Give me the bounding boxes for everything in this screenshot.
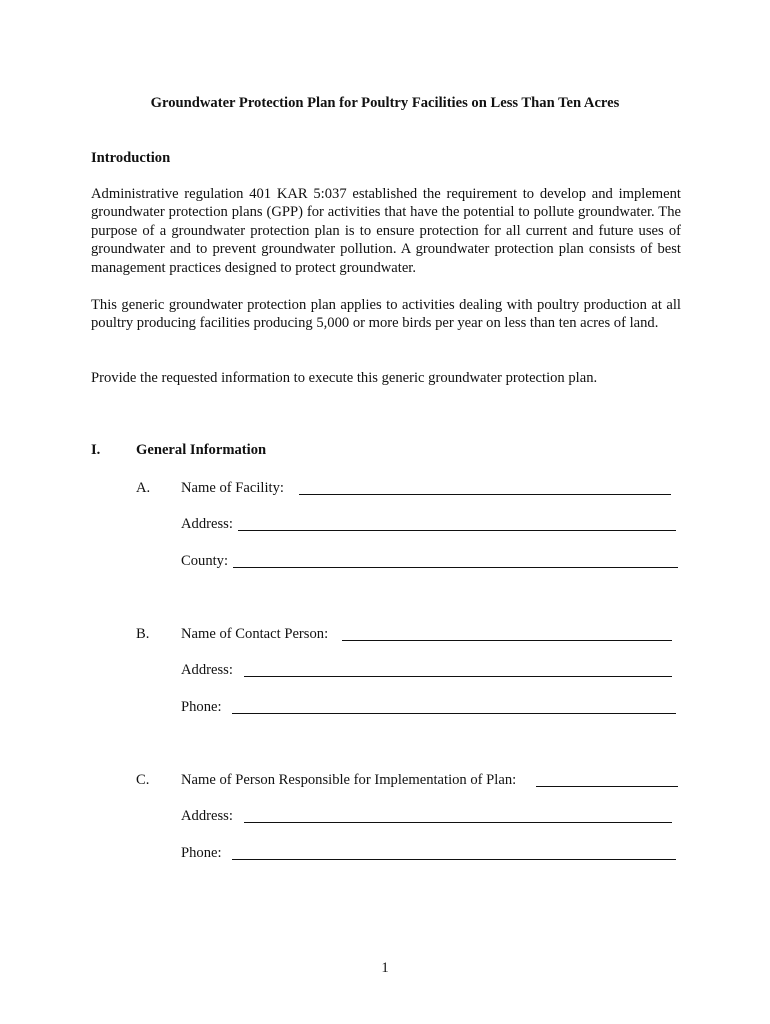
facility-name-label: Name of Facility: (181, 480, 284, 496)
responsible-address-label: Address: (181, 808, 233, 824)
contact-phone-label: Phone: (181, 699, 222, 715)
responsible-person-field[interactable] (536, 786, 678, 787)
facility-county-field[interactable] (233, 567, 678, 568)
page-number: 1 (381, 960, 389, 976)
introduction-paragraph-1: Administrative regulation 401 KAR 5:037 established the requirement to develop and implement groundwater protection plans (GPP) for activities that have the potential to pollute groundwater. The purpose of a groundwater protection plan is to ensure protection for all current and future uses of groundwater and to prevent groundwater pollution. A groundwater protection plan consists of best management practices designed to protect groundwater. (91, 186, 681, 276)
document-title: Groundwater Protection Plan for Poultry Facilities on Less Than Ten Acres (150, 95, 620, 111)
section-heading: General Information (136, 442, 267, 458)
responsible-person-label: Name of Person Responsible for Implementation of Plan: (181, 772, 517, 788)
introduction-heading: Introduction (91, 150, 171, 166)
contact-phone-field[interactable] (232, 713, 676, 714)
facility-county-label: County: (181, 553, 229, 569)
subsection-a-letter: A. (136, 480, 151, 496)
contact-person-field[interactable] (342, 640, 672, 641)
contact-address-label: Address: (181, 662, 233, 678)
facility-name-field[interactable] (299, 494, 671, 495)
contact-person-label: Name of Contact Person: (181, 626, 329, 642)
facility-address-field[interactable] (238, 530, 676, 531)
contact-address-field[interactable] (244, 676, 672, 677)
introduction-paragraph-3: Provide the requested information to execute this generic groundwater protection plan. (91, 370, 598, 386)
introduction-paragraph-2: This generic groundwater protection plan applies to activities dealing with poultry production at all poultry producing facilities producing 5,000 or more birds per year on less than ten acres of land. (91, 297, 681, 332)
section-number: I. (91, 442, 101, 458)
facility-address-label: Address: (181, 516, 233, 532)
subsection-c-letter: C. (136, 772, 150, 788)
responsible-phone-field[interactable] (232, 859, 676, 860)
responsible-address-field[interactable] (244, 822, 672, 823)
responsible-phone-label: Phone: (181, 845, 222, 861)
subsection-b-letter: B. (136, 626, 150, 642)
